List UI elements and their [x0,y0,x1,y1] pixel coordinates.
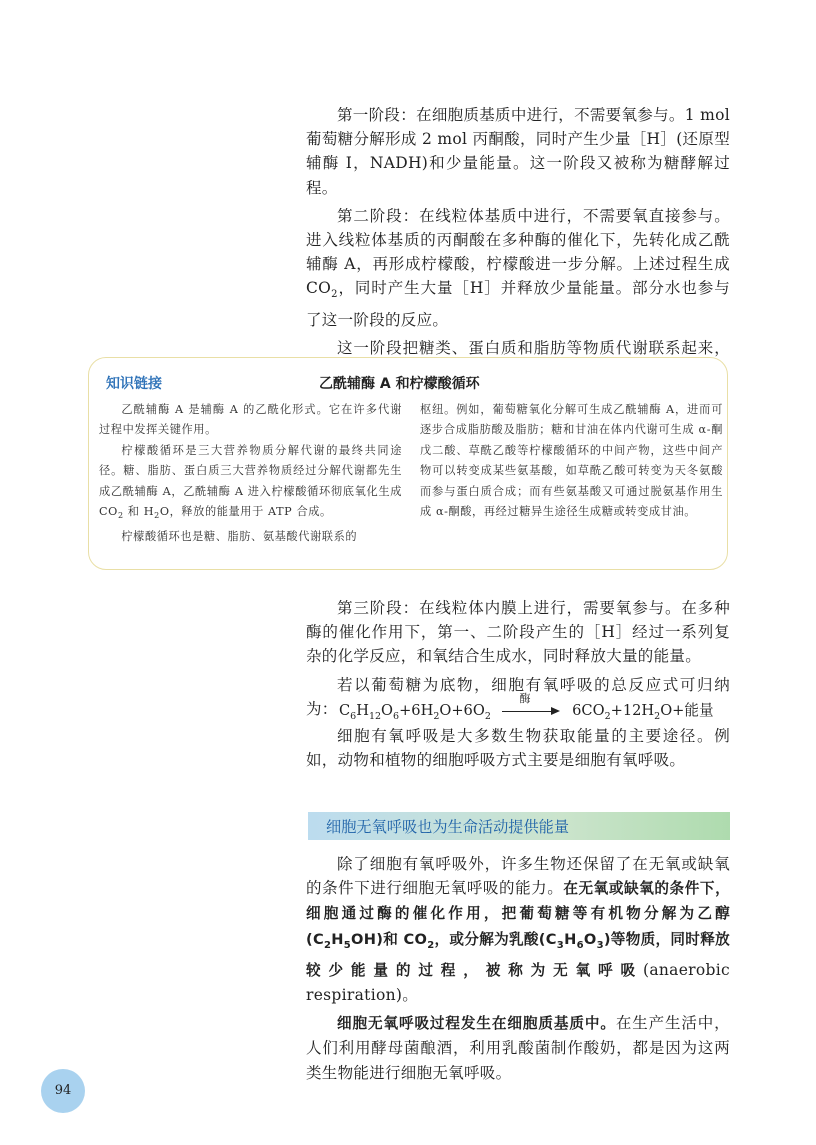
knowledge-left-column [99,400,402,547]
enzyme-label: 酶 [519,692,531,705]
paragraph-stage-two [306,204,730,332]
subscript: 2 [433,710,440,722]
knowledge-paragraph: 乙酰辅酶 A 是辅酶 A 的乙酰化形式。它在许多代谢过程中发挥关键作用。 [99,403,402,437]
subscript: 12 [368,710,382,722]
reaction-arrow [502,692,560,718]
subscript: 5 [343,939,352,951]
knowledge-link-box [88,357,728,570]
main-text-block-3 [306,852,730,1089]
stage-two-text-cont: ，同时产生大量［H］并释放少量能量。部分水也参与了这一阶段的反应。 [306,279,730,329]
bold-text: O [583,930,597,948]
knowledge-text: 柠檬酸循环是三大营养物质分解代谢的最终共同途径。糖、脂肪、蛋白质三大营养物质经过分解代谢都先生成乙酰辅酶 A，乙酰辅酶 A 进入柠檬酸循环彻底氧化生成 CO [99,443,402,519]
knowledge-link-label: 知识链接 [106,376,162,392]
anaerobic-term-english: (anaerobic respiration)。 [306,960,730,1004]
knowledge-right-column [420,400,723,522]
eq-text: O [381,702,394,719]
eq-text: +12H [610,702,655,719]
stage-two-text: 第二阶段：在线粒体基质中进行，不需要氧直接参与。进入线粒体基质的丙酮酸在多种酶的催化下，先转化成乙酰辅酶 A，再形成柠檬酸，柠檬酸进一步分解。上述过程生成 CO [306,206,730,298]
subscript: 3 [556,939,565,951]
bold-text: )等物质，同时释放较少能量的过程，被称为无氧呼吸 [306,930,730,979]
subscript: 2 [484,710,491,722]
main-text-block-1 [306,103,730,388]
knowledge-link-title: 乙酰辅酶 A 和柠檬酸循环 [319,376,480,392]
bold-text: H [564,930,577,948]
subscript: 3 [596,939,604,951]
subscript: 6 [576,939,584,951]
knowledge-text: 和 H [123,505,155,519]
subscript: 2 [654,710,661,722]
subscript: 6 [350,710,357,722]
location-bold: 细胞无氧呼吸过程发生在细胞质基质中。 [337,1015,616,1033]
subscript: 6 [393,710,400,722]
page-number: 94 [41,1069,85,1113]
bold-text: OH)和 CO [351,930,428,948]
paragraph-anaerobic-location [306,1011,730,1085]
subscript: 2 [117,511,124,521]
paragraph-stage-three: 第三阶段：在线粒体内膜上进行，需要氧参与。在多种酶的催化作用下，第一、二阶段产生的［H］经过一系列复杂的化学反应，和氧结合生成水，同时释放大量的能量。 [306,599,730,666]
subscript: 2 [154,511,160,521]
hub-text: 这一阶段把糖类、蛋白质和脂肪等物质代谢联系起来， [337,338,730,357]
knowledge-paragraph [99,441,402,527]
eq-text: +6H [399,702,434,719]
eq-text: 6CO [572,702,605,719]
subscript: 2 [604,710,611,722]
section-title: 细胞无氧呼吸也为生命活动提供能量 [326,818,569,836]
anaerobic-text: 除了细胞有氧呼吸外，许多生物还保留了在无氧或缺氧的条件下进行细胞无氧呼吸的能力。 [306,855,730,898]
knowledge-paragraph: 枢纽。例如，葡萄糖氧化分解可生成乙酰辅酶 A，进而可逐步合成脂肪酸及脂肪；糖和甘油在体内代谢可生成 α-酮戊二酸、草酰乙酸等柠檬酸循环的中间产物，这些中间产物可以转变成某些氨基酸，如草酰乙酸可转变为天冬氨酸而参与蛋白质合成；而有些氨基酸又可通过脱氨基作用生成 α-酮酸，再经过糖异生途径生成糖或转变成甘油。 [420,403,723,519]
knowledge-text: O，释放的能量用于 ATP 合成。 [159,505,332,519]
paragraph-equation-intro: 若以葡萄糖为底物，细胞有氧呼吸的总反应式可归纳为： [306,675,730,718]
paragraph-anaerobic-definition [306,852,730,1007]
eq-text: C [339,702,351,719]
location-text: 在生产生活中，人们利用酵母菌酿酒，利用乳酸菌制作酸奶，都是因为这两类生物能进行细胞无氧呼吸。 [306,1014,730,1082]
main-text-block-2b [306,724,730,776]
paragraph-stage-one [306,103,730,200]
subscript: 2 [427,939,435,951]
arrow-line [502,711,554,712]
knowledge-paragraph: 柠檬酸循环也是糖、脂肪、氨基酸代谢联系的 [121,529,358,543]
stage-one-text: 第一阶段：在细胞质基质中进行，不需要氧参与。1 mol 葡萄糖分解形成 2 mol 丙酮酸，同时产生少量［H］(还原型辅酶 Ⅰ，NADH)和少量能量。这一阶段又被称为糖酵解过程。 [306,106,730,197]
eq-text: H [356,702,369,719]
arrow-head [551,707,560,715]
eq-text: O+6O [439,702,485,719]
section-header [308,812,730,840]
subscript: 2 [331,289,338,301]
paragraph-main-pathway: 细胞有氧呼吸是大多数生物获取能量的主要途径。例如，动物和植物的细胞呼吸方式主要是细胞有氧呼吸。 [306,727,730,770]
bold-text: 在无氧或缺氧的条件下，细胞通过酶的催化作用，把葡萄糖等有机物分解为乙醇(C [306,880,730,948]
eq-text: O+能量 [660,702,714,719]
bold-text: H [331,930,344,948]
subscript: 2 [323,939,332,951]
bold-text: ，或分解为乳酸(C [434,930,557,948]
